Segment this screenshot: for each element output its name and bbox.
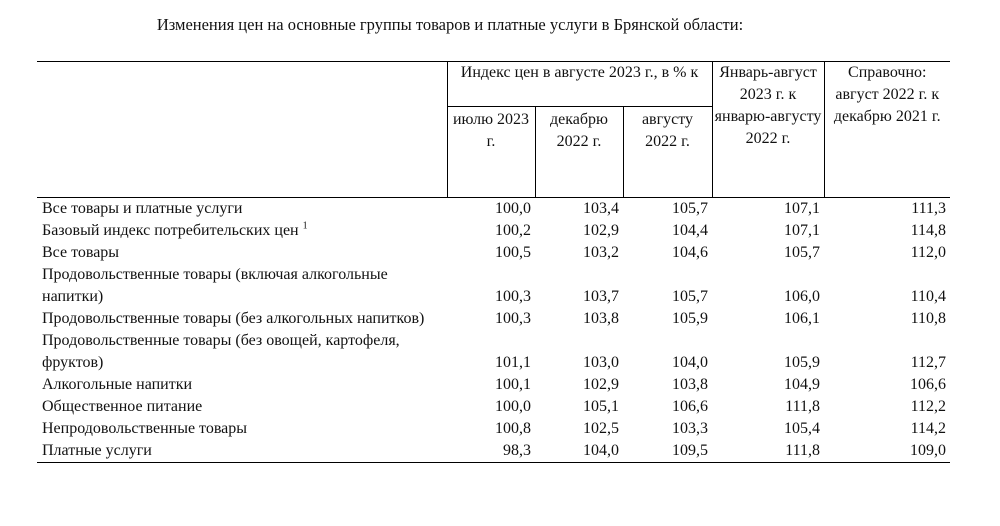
table-row — [37, 264, 950, 308]
value-cell: 104,0 — [535, 440, 623, 463]
header-july: июлю 2023 г. — [447, 107, 535, 198]
page-title: Изменения цен на основные группы товаров и платные услуги в Брянской области: — [156, 15, 744, 34]
table-row — [37, 330, 950, 374]
value-cell: 107,1 — [784, 222, 821, 239]
row-label: Продовольственные товары (без овощей, картофеля, фруктов) — [42, 332, 400, 371]
table-header — [37, 62, 950, 198]
value-cell: 102,9 — [583, 222, 619, 239]
table-row — [37, 440, 950, 463]
value-cell: 103,7 — [583, 288, 619, 305]
value-cell: 112,0 — [910, 244, 947, 261]
value-cell: 106,6 — [672, 398, 709, 415]
row-label: Все товары — [42, 244, 120, 261]
value-cell: 103,4 — [583, 200, 619, 217]
header-index-group: Индекс цен в августе 2023 г., в % к — [447, 62, 712, 107]
value-cell: 105,1 — [583, 398, 619, 415]
table-row — [37, 374, 950, 396]
value-cell: 102,9 — [583, 376, 619, 393]
value-cell: 114,2 — [910, 420, 947, 437]
row-label: Все товары и платные услуги — [42, 200, 243, 217]
footnote-marker: 1 — [302, 220, 308, 232]
value-cell: 103,0 — [583, 354, 619, 371]
table-row — [37, 308, 950, 330]
value-cell: 104,0 — [672, 354, 709, 371]
header-august: августу 2022 г. — [623, 107, 712, 198]
row-name — [37, 418, 447, 440]
row-name — [37, 440, 447, 463]
value-cell: 110,8 — [910, 310, 947, 327]
price-index-table — [37, 61, 950, 463]
value-cell: 105,9 — [784, 354, 821, 371]
table-row — [37, 220, 950, 242]
row-label: Непродовольственные товары — [42, 420, 248, 437]
value-cell: 105,9 — [672, 310, 709, 327]
value-cell: 106,0 — [784, 288, 821, 305]
value-cell: 111,8 — [712, 440, 824, 463]
value-cell: 105,4 — [784, 420, 821, 437]
value-cell: 101,1 — [495, 354, 531, 371]
value-cell: 100,0 — [495, 398, 531, 415]
value-cell: 100,3 — [495, 288, 531, 305]
row-label: Платные услуги — [42, 442, 152, 459]
row-label: Продовольственные товары (включая алкогольные напитки) — [42, 266, 388, 305]
header-jan-aug: Январь-август 2023 г. к январю-августу 2022 г. — [712, 62, 824, 198]
table-row — [37, 396, 950, 418]
row-name — [37, 220, 447, 242]
row-name — [37, 308, 447, 330]
header-december: декабрю 2022 г. — [535, 107, 623, 198]
table-row — [37, 198, 950, 221]
value-cell: 109,5 — [623, 440, 712, 463]
value-cell: 104,4 — [672, 222, 709, 239]
row-name — [37, 396, 447, 418]
row-label: Базовый индекс потребительских цен — [42, 222, 299, 239]
header-reference: Справочно: август 2022 г. к декабрю 2021 г. — [824, 62, 950, 198]
row-name — [37, 264, 447, 308]
row-label: Общественное питание — [42, 398, 203, 415]
value-cell: 112,2 — [910, 398, 947, 415]
value-cell: 98,3 — [447, 440, 535, 463]
value-cell: 106,1 — [784, 310, 821, 327]
row-name — [37, 374, 447, 396]
value-cell: 103,3 — [672, 420, 709, 437]
value-cell: 105,7 — [672, 288, 709, 305]
value-cell: 111,3 — [911, 200, 947, 217]
table-body — [37, 198, 950, 463]
row-label: Алкогольные напитки — [42, 376, 193, 393]
value-cell: 106,6 — [910, 376, 947, 393]
value-cell: 100,1 — [495, 376, 531, 393]
value-cell: 104,6 — [672, 244, 709, 261]
value-cell: 100,8 — [495, 420, 531, 437]
row-name — [37, 198, 447, 221]
value-cell: 114,8 — [910, 222, 947, 239]
value-cell: 105,7 — [784, 244, 821, 261]
value-cell: 107,1 — [784, 200, 821, 217]
value-cell: 103,8 — [583, 310, 619, 327]
row-name — [37, 242, 447, 264]
value-cell: 110,4 — [910, 288, 947, 305]
value-cell: 112,7 — [910, 354, 947, 371]
table-row — [37, 418, 950, 440]
value-cell: 100,3 — [495, 310, 531, 327]
row-name — [37, 330, 447, 374]
row-label: Продовольственные товары (без алкогольных напитков) — [42, 310, 425, 327]
value-cell: 102,5 — [583, 420, 619, 437]
value-cell: 109,0 — [824, 440, 950, 463]
header-empty-cell — [37, 62, 447, 198]
value-cell: 100,2 — [495, 222, 531, 239]
value-cell: 104,9 — [784, 376, 821, 393]
value-cell: 100,5 — [495, 244, 531, 261]
value-cell: 103,2 — [583, 244, 619, 261]
value-cell: 103,8 — [672, 376, 709, 393]
value-cell: 100,0 — [495, 200, 531, 217]
table-row — [37, 242, 950, 264]
value-cell: 105,7 — [672, 200, 709, 217]
value-cell: 111,8 — [785, 398, 821, 415]
